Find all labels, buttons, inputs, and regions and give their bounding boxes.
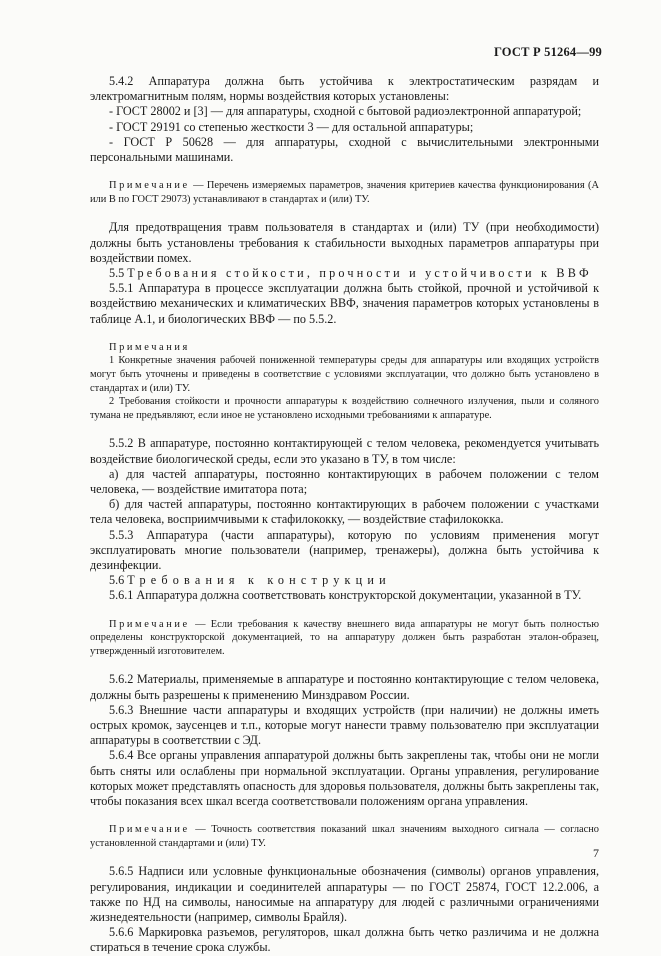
paragraph-5-6-1: 5.6.1 Аппаратура должна соответствовать конструкторской документации, указанной в ТУ. — [109, 588, 582, 603]
list-item: - ГОСТ 28002 и [3] — для аппаратуры, сходной с бытовой радиоэлектронной аппаратурой; — [109, 104, 582, 119]
list-item-a: а) для частей аппаратуры, постоянно контактирующих в рабочем положении с телом человека, — воздействие имитатора пота; — [90, 466, 599, 496]
paragraph-5-6-5: 5.6.5 Надписи или условные функциональные обозначения (символы) органов управления, регулирования, индикации и соединителей аппаратуры — по ГОСТ 25874, ГОСТ 12.2.006, а также по НД на символы, наносимые на аппаратуру для людей с различными ограничениями жизнедеятельности (например, символы Брайля). — [90, 864, 599, 925]
paragraph-5-5-3: 5.5.3 Аппаратура (части аппаратуры), которую по условиям применения могут эксплуатировать многие пользователи (например, тренажеры), должна быть устойчива к дезинфекции. — [90, 527, 599, 573]
paragraph-prevention: Для предотвращения травм пользователя в стандартах и (или) ТУ (при необходимости) должны быть установлены требования к стабильности выходных параметров аппаратуры при воздействии помех. — [90, 220, 599, 265]
list-item-b: б) для частей аппаратуры, постоянно контактирующих в рабочем положении с участками тела человека, восприимчивыми к стафилококку, — воздействие стафилококка. — [90, 497, 599, 527]
section-title: Требования к конструкции — [127, 573, 391, 588]
section-title: Требования стойкости, прочности и устойчивости к ВВФ — [127, 266, 592, 281]
note-text: — Если требования к качеству внешнего вида аппаратуры не могут быть полностью определены конструкторской документацией, то на аппаратуру должен быть разработан эталон-образец, утвержденный изготовителем. — [90, 618, 599, 657]
paragraph-5-6-6: 5.6.6 Маркировка разъемов, регуляторов, шкал должна быть четко различима и не должна стираться в течение срока службы. — [90, 925, 599, 955]
note-label: Примечание — [109, 618, 190, 630]
notes-heading: Примечания — [109, 341, 190, 353]
paragraph-5-5-1: 5.5.1 Аппаратура в процессе эксплуатации должна быть стойкой, прочной и устойчивой к воздействию механических и климатических ВВФ, значения параметров которых установлены в таблице А.1, и биологических ВВФ — по 5.5.2. — [90, 281, 599, 326]
document-body — [90, 74, 599, 956]
note-3 — [90, 618, 599, 659]
list-item: - ГОСТ Р 50628 — для аппаратуры, сходной с вычислительными электронными персональными машинами. — [90, 134, 599, 165]
paragraph-5-6-4: 5.6.4 Все органы управления аппаратурой должны быть закреплены так, чтобы они не могли быть сняты или ослаблены при нормальной эксплуатации. Органы управления, регулирование которых может представлять опасность для здоровья пользователя, должны быть закреплены так, чтобы показания всех шкал всегда соответствовали положениям органа управления. — [90, 748, 599, 809]
note-text: — Перечень измеряемых параметров, значения критериев качества функционирования (А или В по ГОСТ 29073) устанавливают в стандартах и (или) ТУ. — [90, 180, 599, 205]
note-2-1: 1 Конкретные значения рабочей пониженной температуры среды для аппаратуры или входящих устройств могут быть уточнены и приведены в соответствие с условиями эксплуатации, что должно быть установлено в стандартах и (или) ТУ. — [90, 355, 599, 394]
section-heading-5-6 — [90, 573, 599, 588]
document-header: ГОСТ Р 51264—99 — [493, 45, 602, 59]
page-number: 7 — [593, 846, 599, 860]
note-label: Примечание — [109, 180, 190, 192]
note-4 — [90, 823, 599, 850]
note-label: Примечание — [109, 824, 190, 836]
paragraph-5-4-2: 5.4.2 Аппаратура должна быть устойчива к электростатическим разрядам и электромагнитным полям, нормы воздействия которых установлены: — [90, 74, 599, 104]
paragraph-5-6-2: 5.6.2 Материалы, применяемые в аппаратуре и постоянно контактирующие с телом человека, должны быть разрешены к применению Минздравом России. — [90, 672, 599, 702]
paragraph-5-5-2: 5.5.2 В аппаратуре, постоянно контактирующей с телом человека, рекомендуется учитывать воздействие биологической среды, если это указано в ТУ, в том числе: — [90, 436, 599, 466]
section-number: 5.6 — [109, 573, 125, 588]
section-heading-5-5 — [90, 266, 599, 281]
note-2-2: 2 Требования стойкости и прочности аппаратуры к воздействию солнечного излучения, пыли и соляного тумана не предъявляют, если иное не установлено исходными требованиями к аппаратуре. — [90, 396, 599, 421]
list-item: - ГОСТ 29191 со степенью жесткости 3 — для остальной аппаратуры; — [109, 119, 474, 134]
section-number: 5.5 — [109, 266, 125, 281]
note-text: — Точность соответствия показаний шкал значениям выходного сигнала — согласно установленной стандартами и (или) ТУ. — [90, 824, 599, 849]
paragraph-5-6-3: 5.6.3 Внешние части аппаратуры и входящих устройств (при наличии) не должны иметь острых кромок, заусенцев и т.п., которые могут нанести травму пользователю при эксплуатации аппаратуры в соответствии с ЭД. — [90, 702, 599, 748]
note-1 — [90, 179, 599, 206]
